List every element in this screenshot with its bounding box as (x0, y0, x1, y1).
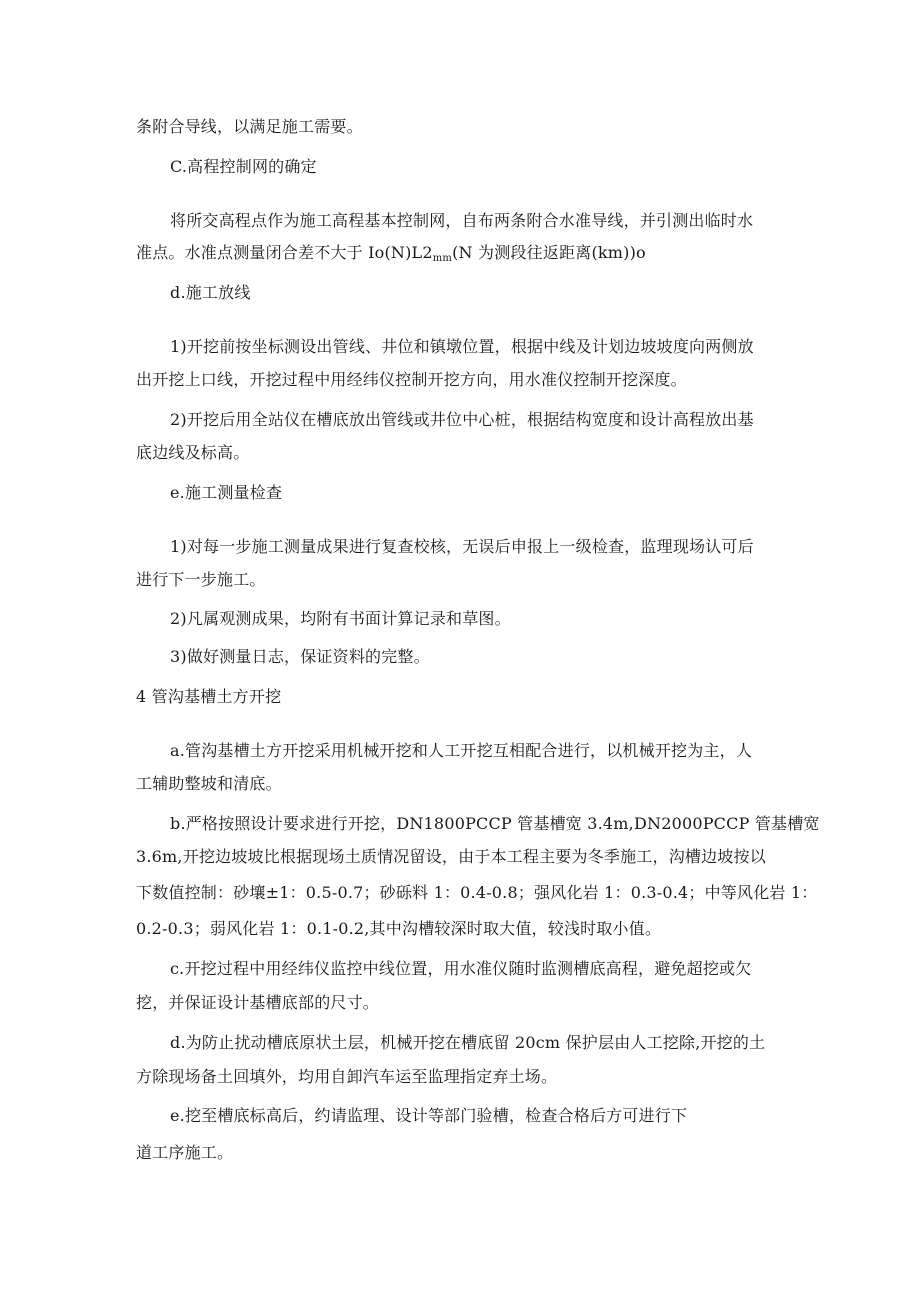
paragraph-line: 2)凡属观测成果，均附有书面计算记录和草图。 (170, 609, 511, 628)
paragraph-line: 道工序施工。 (136, 1143, 234, 1162)
paragraph-line: 方除现场备土回填外，均用自卸汽车运至监理指定弃土场。 (136, 1067, 558, 1086)
paragraph-line: c.开挖过程中用经纬仪监控中线位置，用水准仪随时监测槽底高程，避免超挖或欠 (170, 959, 752, 978)
section-heading-4: 4 管沟基槽土方开挖 (136, 687, 282, 706)
paragraph-line: e.挖至槽底标高后，约请监理、设计等部门验槽，检查合格后方可进行下 (170, 1106, 688, 1125)
paragraph-line: 进行下一步施工。 (136, 570, 266, 589)
paragraph-line: 0.2-0.3；弱风化岩 1：0.1-0.2,其中沟槽较深时取大值，较浅时取小值。 (136, 919, 662, 938)
paragraph-line: 3.6m,开挖边坡坡比根据现场土质情况留设，由于本工程主要为冬季施工，沟槽边坡按以 (136, 847, 766, 866)
paragraph-line: d.为防止扰动槽底原状土层，机械开挖在槽底留 20cm 保护层由人工挖除,开挖的土 (170, 1033, 766, 1052)
paragraph-line: 出开挖上口线，开挖过程中用经纬仪控制开挖方向，用水准仪控制开挖深度。 (136, 370, 687, 389)
paragraph-line: 将所交高程点作为施工高程基本控制网，自布两条附合水准导线，并引测出临时水 (170, 211, 754, 230)
formula-text: 准点。水准点测量闭合差不大于 Io(N)L2 (136, 243, 433, 262)
paragraph-line: 工辅助整坡和清底。 (136, 774, 282, 793)
paragraph-line: a.管沟基槽土方开挖采用机械开挖和人工开挖互相配合进行，以机械开挖为主，人 (170, 741, 753, 760)
paragraph-line: b.严格按照设计要求进行开挖，DN1800PCCP 管基槽宽 3.4m,DN2000PCCP 管基槽宽 (170, 814, 820, 833)
paragraph-line: 挖，并保证设计基槽底部的尺寸。 (136, 993, 380, 1012)
formula-subscript: mm (432, 253, 453, 264)
paragraph-line: 下数值控制：砂壤±1：0.5-0.7；砂砾料 1：0.4-0.8；强风化岩 1：0.3-0.4；中等风化岩 1： (136, 883, 818, 902)
section-heading-c: C.高程控制网的确定 (170, 157, 317, 176)
formula-text-end: (N 为测段往返距离(km))o (452, 243, 646, 262)
paragraph-line: 3)做好测量日志，保证资料的完整。 (170, 647, 430, 666)
section-heading-e: e.施工测量检查 (170, 483, 283, 502)
paragraph-line: 2)开挖后用全站仪在槽底放出管线或井位中心桩，根据结构宽度和设计高程放出基 (170, 410, 754, 429)
paragraph-line-formula (136, 243, 646, 269)
section-heading-d: d.施工放线 (170, 283, 251, 302)
paragraph-line: 底边线及标高。 (136, 443, 250, 462)
paragraph-line: 1)开挖前按坐标测设出管线、井位和镇墩位置，根据中线及计划边坡坡度向两侧放 (170, 337, 754, 356)
paragraph-line: 1)对每一步施工测量成果进行复查校核，无误后申报上一级检查，监理现场认可后 (170, 537, 754, 556)
paragraph-line: 条附合导线，以满足施工需要。 (136, 117, 363, 136)
